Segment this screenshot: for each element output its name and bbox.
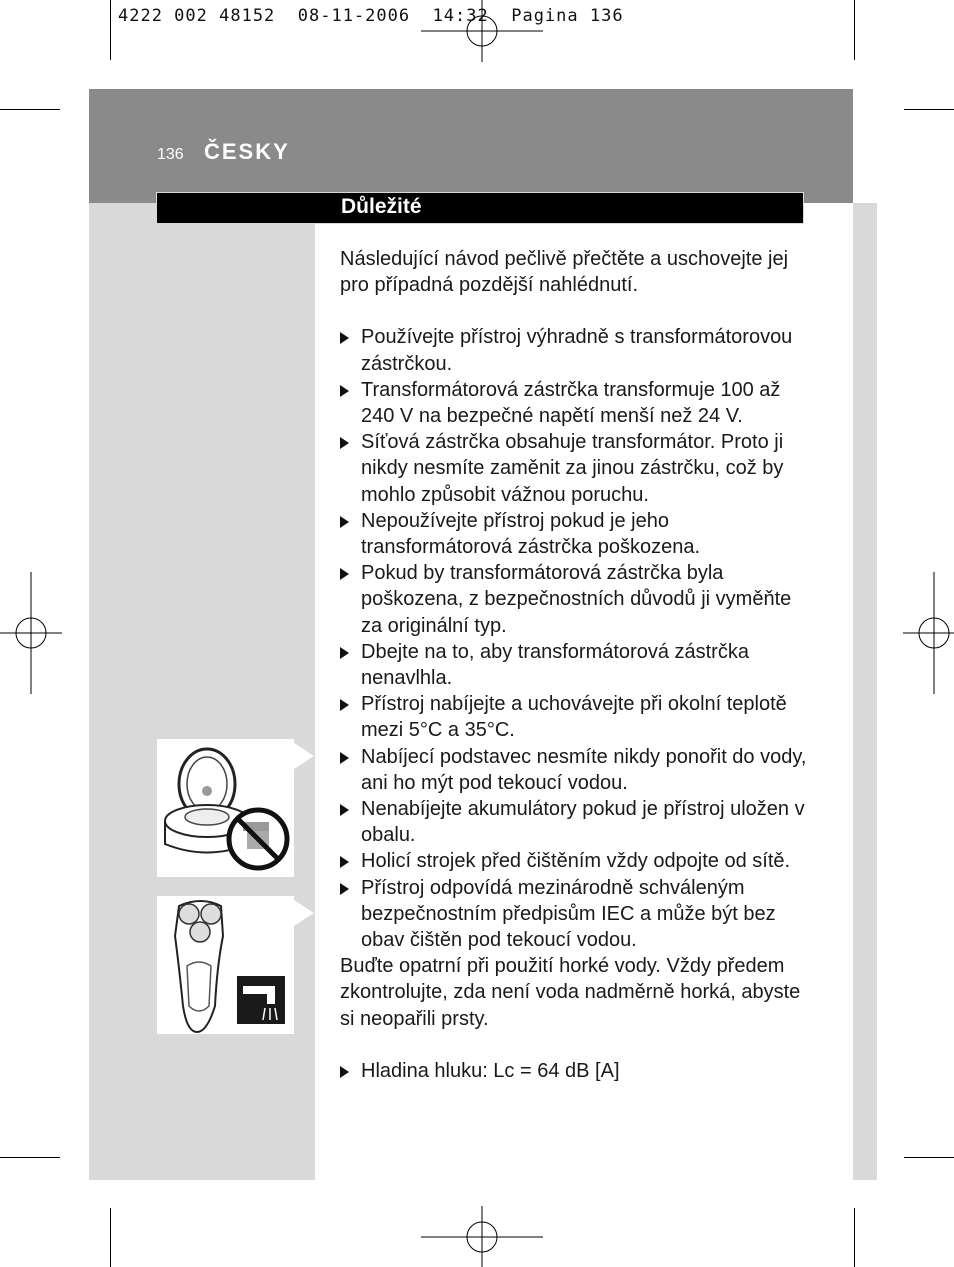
list-item: Pokud by transformátorová zástrčka byla poškozena, z bezpečnostních důvodů ji vyměňte za originální typ. [340,560,812,639]
list-item: Síťová zástrčka obsahuje transformátor. Proto ji nikdy nesmíte zaměnit za jinou zástrčku, což by mohlo způsobit vážnou poruchu. [340,429,812,508]
section-title: Důležité [341,195,422,218]
bullet-list-noise [340,1058,812,1084]
crop-mark [854,1208,855,1267]
registration-mark-bottom [421,1206,543,1267]
illustration-pointer [294,743,314,769]
registration-mark-top [421,0,543,62]
hot-water-warning: Buďte opatrní při použití horké vody. Vždy předem zkontrolujte, zda není voda nadměrně horká, abyste si neopařili prsty. [340,955,801,1030]
crop-mark [110,0,111,60]
list-item: Transformátorová zástrčka transformuje 100 až 240 V na bezpečné napětí menší než 24 V. [340,377,812,429]
page-number: 136 [157,146,184,163]
list-item: Přístroj nabíjejte a uchovávejte při okolní teplotě mezi 5°C a 35°C. [340,691,812,743]
list-item: Nabíjecí podstavec nesmíte nikdy ponořit do vody, ani ho mýt pod tekoucí vodou. [340,744,812,796]
list-item: Hladina hluku: Lc = 64 dB [A] [340,1058,812,1084]
crop-mark [0,1157,60,1158]
crop-mark [854,0,855,60]
list-item: Nepoužívejte přístroj pokud je jeho transformátorová zástrčka poškozena. [340,508,812,560]
section-title-bar [156,192,804,224]
language-heading: ČESKY [204,139,290,164]
registration-mark-left [0,572,62,694]
registration-mark-right [903,572,954,694]
crop-mark [0,109,60,110]
list-item: Holicí strojek před čištěním vždy odpojte od sítě. [340,848,812,874]
right-margin-strip [853,203,877,1180]
crop-mark [110,1208,111,1267]
list-item: Přístroj odpovídá mezinárodně schváleným bezpečnostním předpisům IEC a může být bez obav čištěn pod tekoucí vodou. [340,875,812,954]
printer-slug: 4222 002 48152 08-11-2006 14:32 Pagina 136 [118,6,624,26]
illustration-pointer [294,900,314,926]
crop-mark [904,1157,954,1158]
charging-stand-illustration [157,739,294,877]
list-item: Používejte přístroj výhradně s transformátorovou zástrčkou. [340,324,812,376]
list-item: Nenabíjejte akumulátory pokud je přístroj uložen v obalu. [340,796,812,848]
main-text [340,246,812,1084]
bullet-list [340,324,812,953]
shaver-tap-water-icon [157,896,294,1034]
shaver-illustration [157,896,294,1034]
crop-mark [904,109,954,110]
charging-stand-no-water-icon [157,739,294,877]
list-item: Dbejte na to, aby transformátorová zástrčka nenavlhla. [340,639,812,691]
intro-paragraph: Následující návod pečlivě přečtěte a uschovejte jej pro případná pozdější nahlédnutí. [340,248,789,297]
